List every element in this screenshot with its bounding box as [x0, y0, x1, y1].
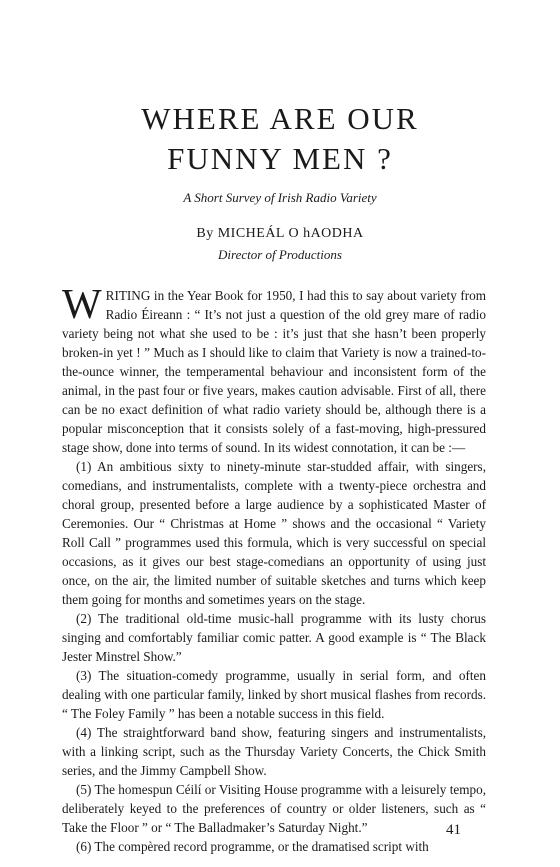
page-number: 41 [446, 822, 461, 838]
intro-paragraph [62, 282, 486, 457]
intro-text: RITING in the Year Book for 1950, I had this to say about variety from Radio Éireann : “ It’s not just a question of the old grey mare of radio variety being not what she used to be : it’s just that she hasn’t been properly broken-in yet ! ” Much as I should like to claim that Variety is now a trained-to-the-ounce winner, the temperamental behaviour and inconsistent form of the animal, in the past four or five years, makes caution advisable. First of all, there can be no exact definition of what radio variety should be, although there is a popular misconception that it consists solely of a fast-moving, high-pressured stage show, done into terms of sound. In its widest connotation, it can be :— [62, 288, 486, 455]
author-name: MICHEÁL O hAODHA [217, 226, 364, 241]
article-subtitle: A Short Survey of Irish Radio Variety [183, 190, 377, 205]
list-item: (1) An ambitious sixty to ninety-minute star-studded affair, with singers, comedians, and instrumentalists, complete with a twenty-piece orchestra and choral group, presented before a large audience by a sophisticated Master of Ceremonies. Our “ Christmas at Home ” shows and the occasional “ Variety Roll Call ” programmes used this formula, which is very successful on special occasions, as it gives our best stage-comedians an opportunity of using just once, on the air, the limited number of suitable sketches and turns which keep them going for months and sometimes years on the stage. [62, 459, 486, 607]
article-title-line-1: WHERE ARE OUR [141, 101, 419, 136]
list-item: (2) The traditional old-time music-hall programme with its lusty chorus singing and comfortably familiar comic patter. A good example is “ The Black Jester Minstrel Show.” [62, 611, 486, 664]
list-item: (5) The homespun Céilí or Visiting House programme with a leisurely tempo, deliberately keyed to the preferences of country or older listeners, such as “ Take the Floor ” or “ The Balladmaker’s Saturday Night.” [62, 782, 486, 835]
byline [0, 226, 560, 242]
list-item: (6) The compèred record programme, or the dramatised script with [76, 839, 429, 854]
author-role: Director of Productions [218, 247, 342, 262]
list-item: (3) The situation-comedy programme, usually in serial form, and often dealing with one particular family, linked by short musical flashes from records. “ The Foley Family ” has been a notable success in this field. [62, 668, 486, 721]
list-item: (4) The straightforward band show, featuring singers and instrumentalists, with a linking script, such as the Thursday Variety Concerts, the Chick Smith series, and the Jimmy Campbell Show. [62, 725, 486, 778]
drop-cap: W [62, 282, 102, 328]
article-body [62, 282, 486, 856]
article-title-line-2: FUNNY MEN ? [167, 141, 393, 176]
byline-prefix: By [196, 226, 214, 241]
